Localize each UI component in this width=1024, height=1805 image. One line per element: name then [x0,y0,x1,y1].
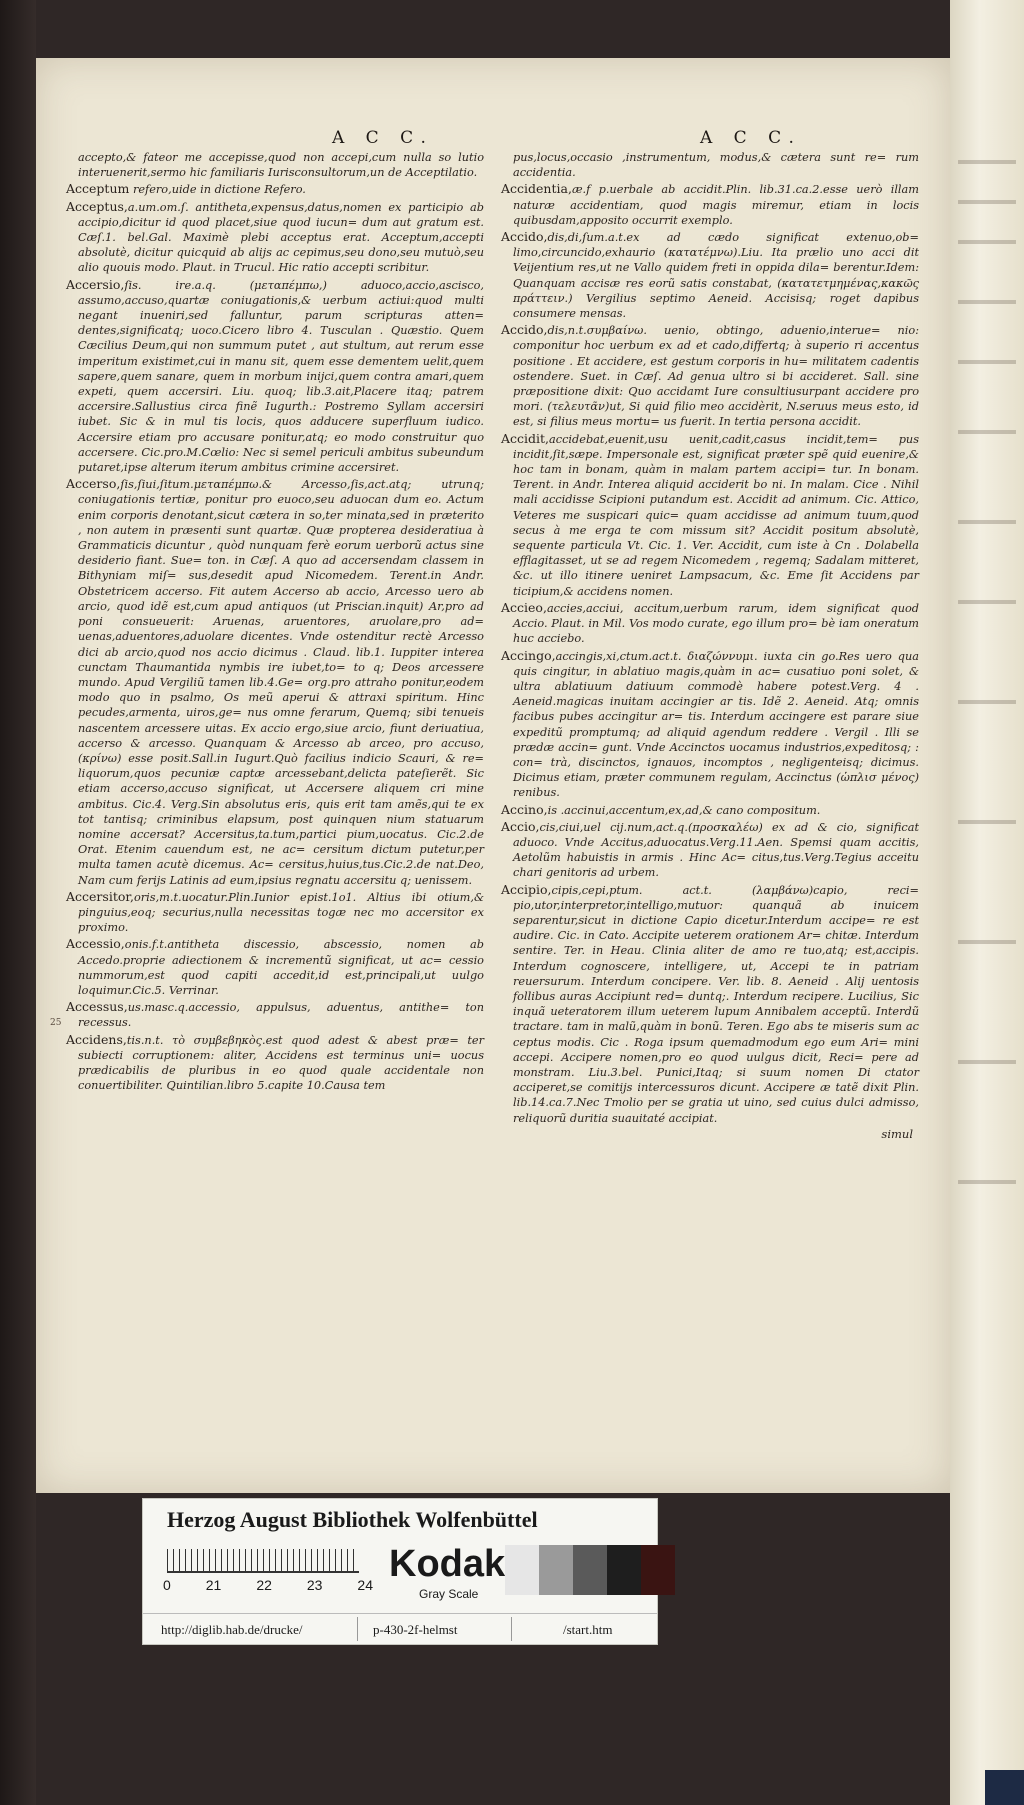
gray-patch [539,1545,573,1595]
entry-text: accidebat,euenit,usu uenit,cadit,casus incidit,tem= pus incidit,ſit,sæpe. Impersonale est, significat præter spẽ quid euenire,& hoc tam in bonam, quàm in malam partem accipi= tur. In bonam. Terent. in Andr. Interea aliquid acciderit bo ni. In malam. Cice . Nihil mali accidisse Scipioni putandum est. Accidit ad animum. Cic. Attico, Veteres me suspicari quic= quam accidisse ad animum tuum,quod secus à me erga te com missum sit? Accidit positum absolutè, sequente particula Vt. Cic. 1. Ver. Accidit, cum iste à Cn . Dolabella efflagitasset, ut se ad regem Nicomedem , regemq; Sadalam mitteret, &c. ut illo itinere ueniret Lampsacum, &c. Eme ſit Accidens par ticipium,& accidens nomen. [513,432,919,598]
url-id[interactable]: p-430-2f-helmst [373,1622,458,1637]
gray-patch [505,1545,539,1595]
entry-text: ſis,ſiui,ſitum.μεταπέμπω.& Arcesso,ſis,act.atq; utrunq; coniugationis tertiæ, ponitur pro euoco,seu aduocan dum eo. Actum enim corporis denotant,sicut cætera in so,ter minata,sed in præterito , non autem in præsenti sunt quartæ. Quæ propterea desideratiua à Grammaticis dicuntur , quòd nunquam ferè eorum uerborũ actus sine desiderio fiant. Sue= ton. in Cæſ. A quo ad accersendam classem in Bithyniam miſ= sus,desedit apud Nicomedem. Terent.in Andr. Obstetricem accerso. Fit autem Accerso ab accio, Arcesso uero ab arcio, quod idẽ est,cum apud antiquos (ut Priscian.inquit) Ar,pro ad poni consueuerit: Aruenas, aruentores, aruolare,pro ad= uenas,aduentores,aduolare dicentes. Vnde ostenditur rectè Arcesso dici ab arcio,quod nos accio dicimus . Claud. lib.1. Iuppiter interea cunctam Thaumantida nymbis ire iubet,to= to q; Deos arcessere mundo. Apud Vergiliũ tamen lib.4.Ge= org.pro attraho ponitur,eodem modo quo in psalmo, Os meũ aperui & attraxi spiritum. Hinc pecudes,armenta, uiros,ge= nus omne ferarum, Quemq; sibi tenueis nascentem arcessere uitas. Ex accio ergo,siue arcio, fiunt deriuatiua, accerso & arcesso. Quanquam & Arcesso ab arceo, pro accuso, (κρίνω) esse posit.Sall.in Iugurt.Quò facilius indicio Scauri, & re= liquorum,quos pecuniæ captæ arcessebant,delicta pateſierẽt. Sic etiam accerso,accuso significat, ut Accersere aliquem cri mine ambitus. Cic.4. Verg.Sin absolutus eris, quis erit tam amẽs,qui te ex tot tantisq; criminibus elapsum, post quinquen nium statuarum nomine accersat? Accersitus,ta.tum,partici pium,uocatus. Cic.2.de Orat. Etenim cauendum est, ne ac= cersitum dictum putetur,per multa tamen acutè dicemus. Ac= cersitus,huius,tus.Cic.2.de nat.Deo, Nam cum ferijs Latinis ad eum,ipsius regnatu accersitu q; uenissem. [78,478,484,887]
scan-background-left [0,0,36,1805]
dictionary-entry [501,648,919,801]
dictionary-entry [501,150,919,180]
entry-lemma: Accieo, [501,599,547,615]
card-footer [143,1613,657,1644]
entry-text: accepto,& fateor me accepisse,quod non accepi,cum nulla so lutio interuenerit,sermo hic familiaris Iurisconsultorum,un de Acceptilatio. [78,151,484,180]
entry-text: us.masc.q.accessio, appulsus, aduentus, antithe= ton recessus. [78,1001,484,1030]
bleed-line [958,360,1016,364]
ruler-scale [167,1549,359,1573]
running-head-right: A C C. [700,128,802,148]
left-text-column [66,150,484,1094]
url-base[interactable]: http://diglib.hab.de/drucke/ [161,1622,303,1637]
entry-text: cipis,cepi,ptum. act.t. (λαμβάνω)capio, reci= pio,utor,interpretor,intelligo,mutuor: quanquã ab inuicem separentur,sicut in dictione Capio dicetur.Interdum accipe= re est audire. Cic. in Cato. Accipite ueterem orationem Ar= chitæ. Interdum sentire. Ter. in Heau. Clinia aliter de amo re tuo,atq; est,accipis. Interdum cognoscere, intelligere, ut, Accepi te in patriam reuersurum. Interdum concipere. Ver. lib. 8. Aeneid . Alij uentosis follibus auras Accipiunt red= duntq;. Interdum recipere. Lucilius, Sic inquã ueteratorem illum ueterem lupum Annibalem acceptũ. Interdũ tractare. tam in malũ,quàm in bonũ. Teren. Ego abs te miseris sum ac ceptus modis. Cic . Roga ipsum quemadmodum ego eum Ari= mini accepi. Accipere nomen,pro eo quod uulgus dicit, Reci= pere ad monstram. Liu.3.bel. Punici,Itaq; si suum nomen Di ctator acciperet,se comitijs intercessuros dicunt. Accipere æ tatẽ dixit Plin. lib.14.ca.7.Nec Tmolio per se gratia ut uino, sed cuius dulci admisso, reliquorũ duritia suauitaté accipiat. [513,883,919,1125]
divider [357,1617,358,1641]
bleed-line [958,520,1016,524]
dictionary-entry [66,150,484,180]
kodak-logo: Kodak [389,1543,506,1585]
bleed-line [958,240,1016,244]
entry-lemma: Accido, [501,229,548,245]
bleed-line [958,600,1016,604]
dictionary-entry [501,181,919,228]
entry-lemma: Accidit, [501,430,550,446]
entry-text: æ.f p.uerbale ab accidit.Plin. lib.31.ca.2.esse uerò illam naturæ accidentiam, quod magis miremur, etiam in locis quibusdam,apposito occurrit exemplo. [513,183,919,227]
dictionary-entry [501,229,919,321]
entry-lemma: Accidentia, [501,181,572,197]
bleed-line [958,820,1016,824]
entry-text: is .accinui,accentum,ex,ad,& cano compositum. [547,803,821,817]
library-title: Herzog August Bibliothek Wolfenbüttel [167,1507,538,1532]
ruler-number: 0 [163,1577,171,1593]
gray-patch [607,1545,641,1595]
entry-lemma: Acceptum [66,181,130,197]
gray-scale-label: Gray Scale [419,1587,479,1601]
dictionary-entry [66,476,484,887]
entry-text: onis.f.t.antitheta discessio, abscessio, nomen ab Accedo.proprie adiectionem & incrementũ significat, ut ac= cessio nummorum,est quod capiti accedit,id est,principali,ut uulgo loquimur.Cic.5. Verrinar. [78,938,484,997]
gray-patch [573,1545,607,1595]
entry-lemma: Accidens, [66,1031,127,1047]
dictionary-entry [501,802,919,818]
facing-page-edge [950,0,1024,1805]
bleed-line [958,200,1016,204]
margin-note: 25 [50,1018,62,1028]
entry-lemma: Accino, [501,801,548,817]
bleed-line [958,1060,1016,1064]
entry-text: dis,di,ſum.a.t.ex ad cædo significat extenuo,ob= limo,circuncido,exhaurio (κατατέμνω).Liu. Ita prælio uno acci dit Veijentium res,ut ne Vallo quidem freti in oppida dila= berentur.Idem: Quanquam accisæ res eorũ satis constabat, (κατατετμημένας,κακῶς πράττειν.) Vergilius septimo Aeneid. Accisisq; roget dapibus consumere mensas. [513,231,919,321]
entry-lemma: Accessio, [66,936,125,952]
scan-corner-tab [985,1770,1024,1805]
entry-lemma: Accersitor, [66,888,134,904]
entry-text: accies,acciui, accitum,uerbum rarum, idem significat quod Accio. Plaut. in Mil. Vos modo curate, ego illum pro= bè iam oneratum huc acciebo. [513,601,919,646]
right-text-column [501,150,919,1142]
dictionary-entry [66,277,484,476]
entry-text: ſis. ire.a.q. (μεταπέμπω,) aduoco,accio,ascisco, assumo,accuso,quartæ coniugationis,& uerbum actiui:quod multi negant inueniri,sed falluntur, parum scripturas atten= dentes,significatq; uoco.Cicero libro 4. Tusculan . Quæstio. Quem Cæcilius Deum,qui non summum putet , aut stultum, aut rerum esse imperitum existimet,cui in manu sit, quem esse dementem uelit,quem sapere,quem sanare, quem in morbum inijci,quem contra amari,quem expeti, quem accersiri. Liu. quoq; lib.3.ait,Placere itaq; patrem accersire.Sallustius circa finẽ Iugurth.: Postremo Syllam accersiri iubet. Sic & in mul tis locis, quos adducere superfluum iudico. Accersire etiam pro accusare ponitur,atq; eo modo construitur quo accersere. Cic.pro.M.Cœlio: Nec si semel periculi ambitus subeundum putaret,ipse alterum iterum ambitus crimine accersiret. [78,278,484,475]
entry-lemma: Accingo, [501,647,556,663]
entry-lemma: Acceptus, [66,198,128,214]
entry-text: refero,uide in dictione Refero. [129,183,306,197]
running-head-left: A C C. [332,128,434,148]
dictionary-entry [66,181,484,197]
bleed-line [958,940,1016,944]
url-page[interactable]: /start.htm [563,1622,613,1637]
entry-text: dis,n.t.συμβαίνω. uenio, obtingo, aduenio,interue= nio: componitur hoc uerbum ex ad et cado,differtq; à superio ri accentus positione . Et accidere, est gestum corporis in hu= militatem cadentis ostendere. Suet. in Cæſ. Ad genua ultro si bi accideret. Sall. sine præpositione dixit: Quo accidamt Iure consultiusurpant accidere pro mori. (τελευτᾶν)ut, Si quid filio meo accidèrit, N.seruus meus esto, id est, si filius meus mortu= us fuerit. In tertia persona accidit. [513,324,919,429]
ruler-number: 22 [256,1577,272,1593]
ruler-number: 24 [357,1577,373,1593]
entry-text: a.um.om.ſ. antitheta,expensus,datus,nomen ex participio ab accipio,dicitur id quod placet,siue quod iucun= dum aut gratum est. Cæſ.1. bel.Gal. Maximè plebi acceptus erat. Acceptum,accepti absolutè, dicitur quicquid ab alijs ac cepimus,seu dono,seu mutuò,seu alio quouis modo. Plaut. in Trucul. Hic ratio accepti scribitur. [78,200,484,275]
entry-lemma: Accessus, [66,999,128,1015]
divider [511,1617,512,1641]
dictionary-entry [66,999,484,1030]
dictionary-entry [66,889,484,936]
entry-lemma: Accipio, [501,881,552,897]
entry-lemma: Accerso, [66,476,121,492]
bleed-line [958,160,1016,164]
dictionary-entry [501,882,919,1126]
dictionary-entry [501,431,919,599]
entry-text: oris,m.t.uocatur.Plin.Iunior epist.1o1. Altius ibi otium,& pinguius,eoq; securius,nulla necessitas togæ nec mo accersitor ex proximo. [78,890,484,935]
entry-lemma: Accido, [501,322,548,338]
dictionary-entry [66,936,484,998]
bleed-line [958,700,1016,704]
bleed-line [958,430,1016,434]
ruler-number: 23 [306,1577,323,1593]
dictionary-entry [501,600,919,647]
entry-lemma: Accio, [501,818,540,834]
dictionary-entry [66,199,484,276]
bleed-line [958,300,1016,304]
entry-text: tis.n.t. τὸ συμβεβηκὸς.est quod adest & abest præ= ter subiecti corruptionem: aliter, Accidens est terminus uni= uocus prædicabilis de pluribus in eo quod quale accidentale non conuertibiliter. Quintilian.libro 5.capite 10.Causa tem [78,1033,484,1093]
entry-text: pus,locus,occasio ,instrumentum, modus,& cætera sunt re= rum accidentia. [513,151,919,180]
gray-patches [505,1545,675,1595]
entry-text: cis,ciui,uel cij.num,act.q.(προσκαλέω) ex ad & cio, significat aduoco. Vnde Accitus,aduocatus.Verg.11.Aen. Spemsi quam accitis, Aetolũm habuistis in armis . Hinc Ac= citus,tus.Verg.Tegius acceitu chari genitoris ad urbem. [513,820,919,880]
dictionary-entry [501,322,919,429]
gray-patch [641,1545,675,1595]
catchword: simul [881,1126,913,1141]
dictionary-entry [501,819,919,881]
bleed-line [958,1180,1016,1184]
color-calibration-card [142,1498,658,1645]
dictionary-entry [66,1032,484,1094]
entry-text: accingis,xi,ctum.act.t. διαζώννυμι. iuxta cin go.Res uero qua quis cingitur, in ablatiuo magis,quàm in ac= cusatiuo poni solet, & ultra ablatiuum datiuum commodè habere potest.Verg. 4 . Aeneid.magicas inuitam accingier ar tis. Idẽ 2. Aeneid. Atq; omnis facibus pubes accingitur ar= tis. Interdum accingere est parare siue expeditũ promptumq; ad aliquid agendum reddere . Vergil . Illi se prædæ accin= gunt. Vnde Accinctos uocamus industrios,expeditosq; : con= trà, discinctos, ignauos, incomptos , negligenteisq; dicimus. Dicimus etiam, præter communem regulam, Accinctus (ὡπλισ μένος) renibus. [513,649,919,800]
ruler-number: 21 [205,1577,222,1593]
entry-lemma: Accersio, [66,276,125,292]
ruler-numbers [163,1577,373,1593]
